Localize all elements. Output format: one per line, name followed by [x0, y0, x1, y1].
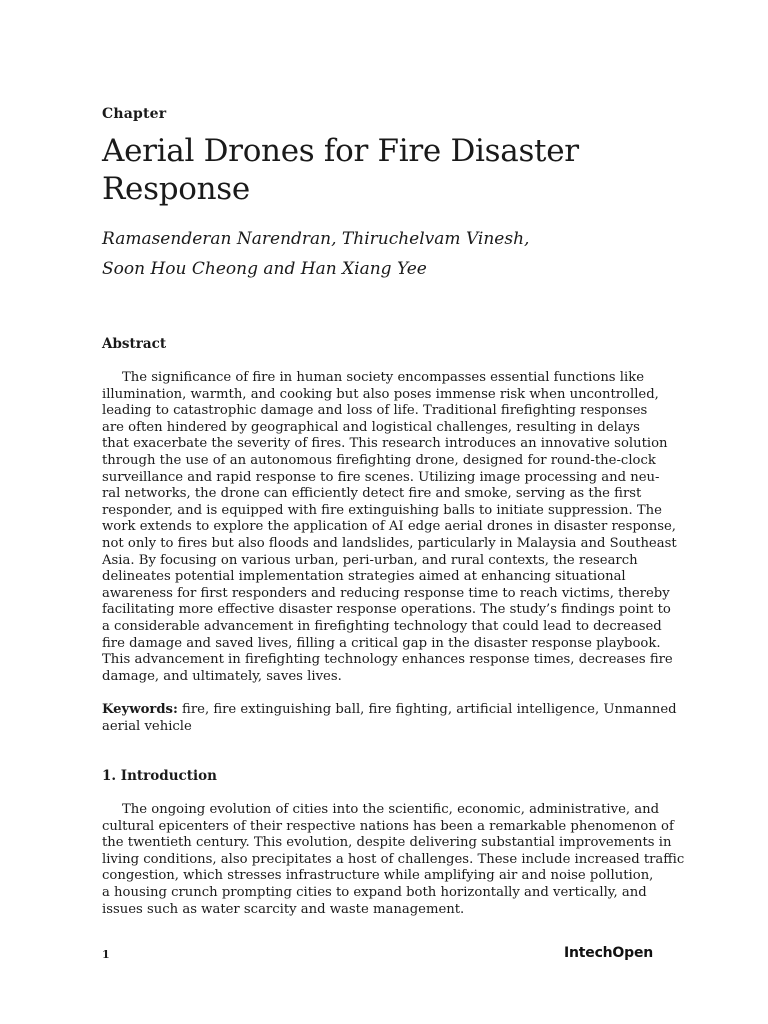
abstract-line: are often hindered by geographical and logistical challenges, resulting in delays [102, 419, 640, 435]
keywords-list: fire, fire extinguishing ball, fire fighting, artificial intelligence, Unmanned [177, 702, 677, 717]
abstract-line: work extends to explore the application of AI edge aerial drones in disaster response, [102, 519, 676, 535]
intro-line: issues such as water scarcity and waste management. [102, 901, 465, 917]
intro-line: a housing crunch prompting cities to expand both horizontally and vertically, and [102, 884, 647, 900]
keywords-block [102, 702, 677, 735]
introduction-body [102, 802, 685, 918]
author-list [102, 224, 702, 284]
keywords-line-2: aerial vehicle [102, 718, 192, 734]
abstract-line: The significance of fire in human society encompasses essential functions like [122, 370, 645, 385]
keywords-label: Keywords: [102, 702, 178, 717]
abstract-line: Asia. By focusing on various urban, peri-urban, and rural contexts, the research [102, 552, 638, 568]
authors-line-1: Ramasenderan Narendran, Thiruchelvam Vinesh, [102, 229, 530, 249]
intro-line: The ongoing evolution of cities into the scientific, economic, administrative, and [122, 802, 660, 817]
abstract-line: not only to fires but also floods and landslides, particularly in Malaysia and Southeast [102, 535, 677, 551]
abstract-line: delineates potential implementation strategies aimed at enhancing situational [102, 569, 626, 585]
intro-line: cultural epicenters of their respective nations has been a remarkable phenomenon of [102, 818, 674, 834]
abstract-line: through the use of an autonomous firefighting drone, designed for round-the-clock [102, 452, 656, 468]
intro-line: congestion, which stresses infrastructure while amplifying air and noise pollution, [102, 868, 654, 884]
abstract-line: awareness for first responders and reducing response time to reach victims, thereby [102, 585, 670, 601]
abstract-line: responder, and is equipped with fire extinguishing balls to initiate suppression. The [102, 502, 662, 518]
intro-line: living conditions, also precipitates a host of challenges. These include increased traffic [102, 851, 685, 867]
abstract-line: leading to catastrophic damage and loss of life. Traditional firefighting responses [102, 403, 648, 419]
abstract-line: a considerable advancement in firefighting technology that could lead to decreased [102, 618, 662, 634]
abstract-line: This advancement in firefighting technology enhances response times, decreases fire [102, 652, 673, 668]
abstract-line: surveillance and rapid response to fire scenes. Utilizing image processing and neu- [102, 469, 660, 485]
chapter-title: Aerial Drones for Fire Disaster Response [102, 133, 579, 207]
abstract-line: damage, and ultimately, saves lives. [102, 668, 342, 684]
authors-line-2: Soon Hou Cheong and Han Xiang Yee [102, 259, 427, 279]
chapter-label: Chapter [102, 106, 167, 122]
abstract-line: illumination, warmth, and cooking but also poses immense risk when uncontrolled, [102, 386, 659, 402]
page-number: 1 [102, 948, 110, 961]
introduction-heading: 1. Introduction [102, 768, 217, 784]
abstract-line: that exacerbate the severity of fires. This research introduces an innovative solution [102, 436, 668, 452]
abstract-line: ral networks, the drone can efficiently detect fire and smoke, serving as the first [102, 486, 642, 502]
intro-line: the twentieth century. This evolution, despite delivering substantial improvements in [102, 835, 672, 851]
abstract-body [102, 370, 677, 685]
keywords-line-1 [102, 702, 677, 719]
abstract-line: fire damage and saved lives, filling a critical gap in the disaster response playbook. [102, 635, 661, 651]
abstract-line: facilitating more effective disaster response operations. The study’s findings point to [102, 602, 671, 618]
publisher-logo: IntechOpen [564, 945, 654, 961]
abstract-heading: Abstract [102, 336, 167, 352]
